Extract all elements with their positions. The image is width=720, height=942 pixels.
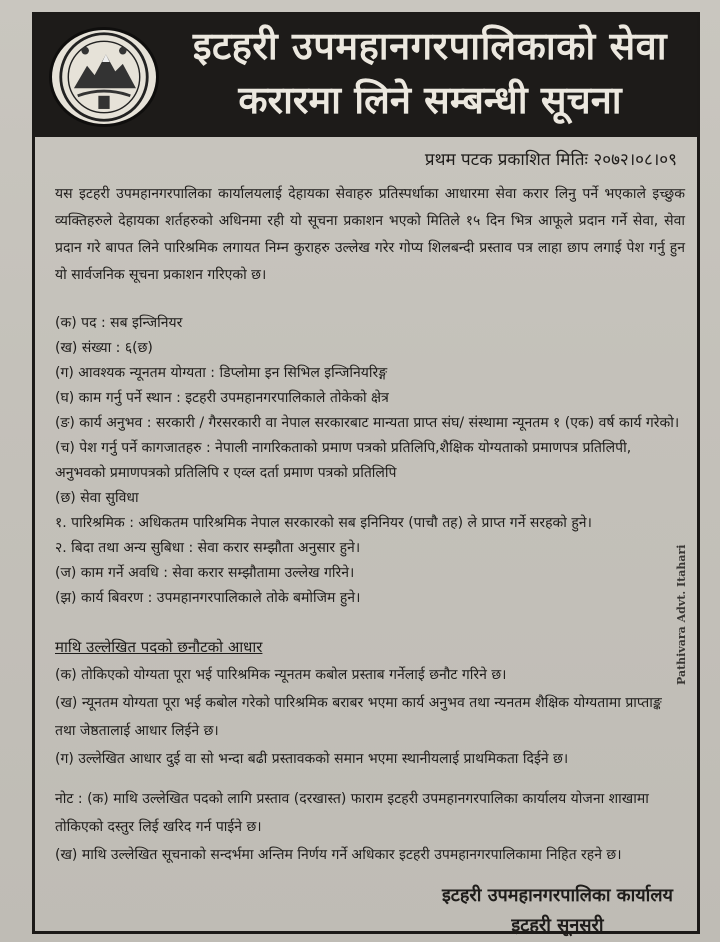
notice-title (175, 19, 685, 127)
selection-basis-list (55, 661, 685, 773)
notes-section (55, 785, 685, 869)
notice-header (35, 15, 697, 137)
list-item: (झ) कार्य बिवरण : उपमहानगरपालिकाले तोके बमोजिम हुने। (55, 590, 361, 606)
list-item: (ज) काम गर्ने अवधि : सेवा करार सम्झौतामा उल्लेख गरिने। (55, 565, 355, 581)
signature-block (442, 881, 673, 941)
list-item: (ङ) कार्य अनुभव : सरकारी / गैरसरकारी वा नेपाल सरकारबाट मान्यता प्राप्त संघ/ संस्थामा न्यूनतम १ (एक) वर्ष कार्य गरेको। (55, 415, 680, 431)
list-item: (छ) सेवा सुविधा (55, 490, 139, 506)
notice-frame (32, 12, 700, 934)
note-item: नोट : (क) माथि उल्लेखित पदको लागि प्रस्ताव (दरखास्त) फाराम इटहरी उपमहानगरपालिका कार्यालय योजना शाखामा तोकिएको दस्तुर लिई खरिद गर्न पाईने छ। (55, 791, 649, 835)
list-item: (ख) न्यूनतम योग्यता पूरा भई कबोल गरेको पारिश्रमिक बराबर भएमा कार्य अनुभव तथा न्यनतम शैक्षिक योग्यतामा प्राप्ताङ्क तथा जेष्ठतालाई आधार लिईने छ। (55, 695, 662, 739)
list-item: (ग) उल्लेखित आधार दुई वा सो भन्दा बढी प्रस्तावकको समान भएमा स्थानीयलाई प्राथमिकता दिईने छ। (55, 751, 569, 767)
note-item: (ख) माथि उल्लेखित सूचनाको सन्दर्भमा अन्तिम निर्णय गर्ने अधिकार इटहरी उपमहानगरपालिकामा निहित रहने छ। (55, 847, 622, 863)
list-item: (क) तोकिएको योग्यता पूरा भई पारिश्रमिक न्यूनतम कबोल प्रस्ताब गर्नेलाई छनौट गरिने छ। (55, 667, 507, 683)
list-item: १. पारिश्रमिक : अधिकतम पारिश्रमिक नेपाल सरकारको सब इनिनियर (पाचौ तह) ले प्राप्त गर्ने सरहको हुने। (55, 515, 592, 531)
published-date: प्रथम पटक प्रकाशित मितिः २०७२।०८।०९ (424, 150, 677, 170)
list-item: (ग) आवश्यक न्यूनतम योग्यता : डिप्लोमा इन सिभिल इन्जिनियरिङ्ग (55, 365, 388, 381)
intro-paragraph: यस इटहरी उपमहानगरपालिका कार्यालयलाई देहायका सेवाहरु प्रतिस्पर्धाका आधारमा सेवा करार लिनु पर्ने भएकाले इच्छुक व्यक्तिहरुले देहायका शर्तहरुको अधिनमा रही यो सूचना प्रकाशन भएको मितिले १५ दिन भित्र आफूले प्रदान गर्ने सेवा, सेवा प्रदान गरे बापत लिने पारिश्रमिक लगायत निम्न कुराहरु उल्लेख गरेर गोप्य शिलबन्दी प्रस्ताव पत्र लाहा छाप लगाई पेश गर्नु हुन यो सार्वजनिक सूचना प्रकाशन गरिएको छ। (55, 186, 685, 283)
title-line-1: इटहरी उपमहानगरपालिकाको सेवा (192, 24, 668, 68)
signature-office: इटहरी उपमहानगरपालिका कार्यालय (441, 885, 673, 906)
list-item: (घ) काम गर्नु पर्ने स्थान : इटहरी उपमहानगरपालिकाले तोकेको क्षेत्र (55, 390, 389, 406)
title-line-2: करारमा लिने सम्बन्धी सूचना (238, 78, 622, 122)
list-item: (ख) संख्या : ६(छ) (55, 340, 153, 356)
list-item: (च) पेश गर्नु पर्ने कागजातहरु : नेपाली नागरिकताको प्रमाण पत्रको प्रतिलिपि,शैक्षिक योग्यताको प्रमाणपत्र प्रतिलिपी, अनुभवको प्रमाणपत्रको प्रतिलिपि र एव्ल दर्ता प्रमाण पत्रको प्रतिलिपि (55, 440, 632, 481)
list-item: २. बिदा तथा अन्य सुबिधा : सेवा करार सम्झौता अनुसार हुने। (55, 540, 361, 556)
signature-location: इटहरी सूनसरी (511, 915, 604, 936)
requirements-list (55, 311, 685, 611)
municipality-emblem-icon (49, 27, 159, 127)
advertiser-credit: Pathivara Advt. Itahari (675, 544, 688, 685)
list-item: (क) पद : सब इन्जिनियर (55, 315, 183, 331)
selection-basis-title: माथि उल्लेखित पदको छनौटको आधार (55, 638, 263, 656)
